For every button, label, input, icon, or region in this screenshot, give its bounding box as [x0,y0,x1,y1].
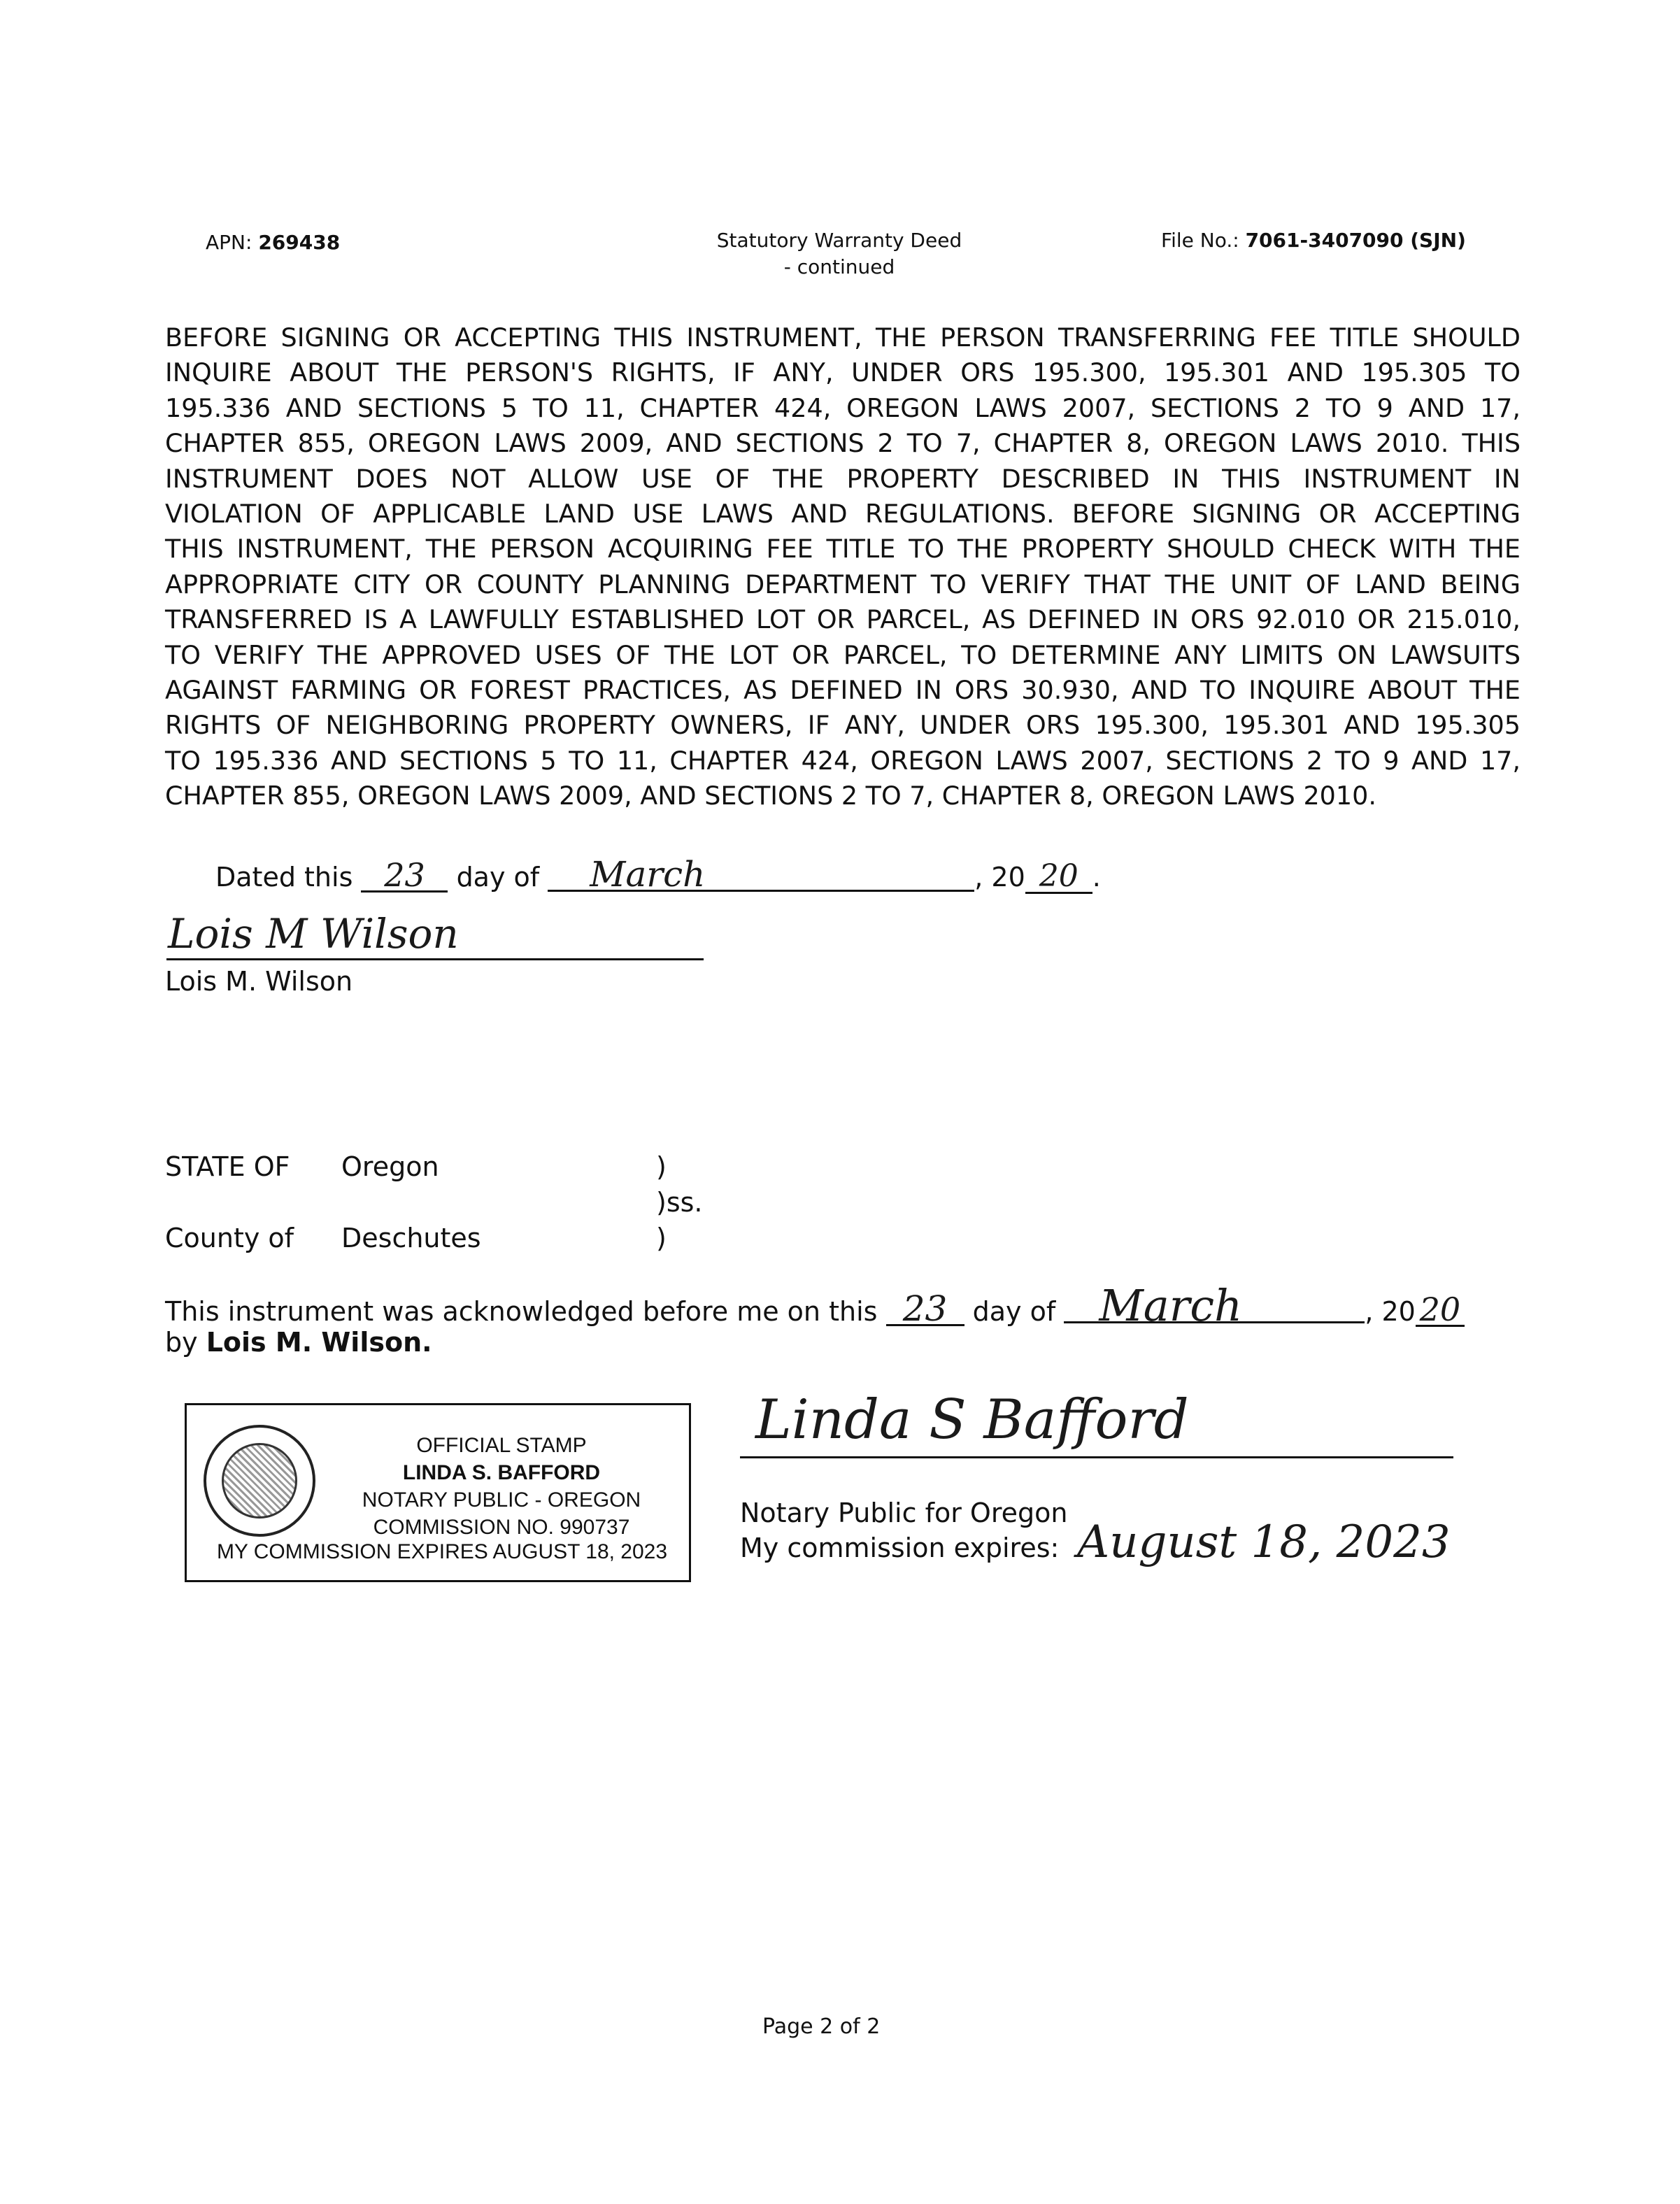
file-number [1161,227,1466,254]
dated-year: 20 [1025,861,1092,894]
venue-paren-bottom: ) [656,1223,667,1253]
stamp-line-4: COMMISSION NO. 990737 [373,1516,630,1539]
ack-year: 20 [1416,1294,1465,1327]
warning-line: 195.336 AND SECTIONS 5 TO 11, CHAPTER 424, OREGON LAWS 2007, SECTIONS 2 TO 9 AND 17, [165,392,1521,423]
page-number: Page 2 of 2 [762,2014,881,2039]
warning-line: APPROPRIATE CITY OR COUNTY PLANNING DEPARTMENT TO VERIFY THAT THE UNIT OF LAND BEING [165,569,1521,599]
warning-line: BEFORE SIGNING OR ACCEPTING THIS INSTRUMENT, THE PERSON TRANSFERRING FEE TITLE SHOULD [165,322,1521,353]
venue-ss: )ss. [656,1187,703,1218]
warning-line: INSTRUMENT DOES NOT ALLOW USE OF THE PROPERTY DESCRIBED IN THIS INSTRUMENT IN [165,463,1521,494]
warning-line: CHAPTER 855, OREGON LAWS 2009, AND SECTIONS 2 TO 7, CHAPTER 8, OREGON LAWS 2010. [165,781,1376,811]
grantor-name: Lois M. Wilson [165,966,353,997]
notary-signature-line [740,1456,1453,1458]
stamp-line-2: LINDA S. BAFFORD [402,1461,601,1484]
notary-title: Notary Public for Oregon [740,1498,1068,1528]
warning-line: INQUIRE ABOUT THE PERSON'S RIGHTS, IF ANY, UNDER ORS 195.300, 195.301 AND 195.305 TO [165,357,1521,388]
apn [206,229,340,256]
ack-by-label: by [165,1327,198,1358]
warning-line: RIGHTS OF NEIGHBORING PROPERTY OWNERS, IF ANY, UNDER ORS 195.300, 195.301 AND 195.305 [165,710,1521,741]
warning-line: TO VERIFY THE APPROVED USES OF THE LOT OR PARCEL, TO DETERMINE ANY LIMITS ON LAWSUITS [165,639,1521,670]
oregon-seal-icon [204,1425,315,1537]
state-value: Oregon [341,1151,439,1182]
warning-line: TRANSFERRED IS A LAWFULLY ESTABLISHED LOT OR PARCEL, AS DEFINED IN ORS 92.010 OR 215.010, [165,604,1521,635]
document-title-text: Statutory Warranty Deed [716,229,962,252]
file-label: File No.: [1161,229,1239,252]
acknowledgment-line [165,1280,1465,1331]
dated-prefix: Dated this [215,862,353,893]
official-stamp [185,1403,691,1582]
warning-line: VIOLATION OF APPLICABLE LAND USE LAWS AND REGULATIONS. BEFORE SIGNING OR ACCEPTING [165,499,1521,529]
statutory-warning [165,320,1521,814]
stamp-line-1: OFFICIAL STAMP [416,1434,587,1457]
warning-line: THIS INSTRUMENT, THE PERSON ACQUIRING FEE TITLE TO THE PROPERTY SHOULD CHECK WITH THE [165,534,1521,564]
dated-year-prefix: , 20 [974,862,1025,893]
commission-expires-label: My commission expires: [740,1533,1060,1563]
dated-day: 23 [361,860,448,893]
seal-center [222,1443,297,1519]
stamp-line-3: NOTARY PUBLIC - OREGON [362,1488,641,1512]
ack-by-line [165,1326,432,1358]
document-subtitle: - continued [783,255,895,278]
ack-by-name: Lois M. Wilson. [206,1327,432,1358]
grantor-signature: Lois M Wilson [168,910,459,958]
dated-day-of: day of [456,862,540,893]
state-label: STATE OF [165,1151,290,1182]
file-value: 7061-3407090 (SJN) [1245,229,1466,252]
notary-signature: Linda S Bafford [755,1388,1189,1451]
ack-day-of: day of [972,1296,1056,1327]
ack-year-prefix: , 20 [1365,1296,1416,1327]
dated-end: . [1092,862,1101,893]
grantor-signature-line [166,958,704,960]
dated-month: March [548,859,974,892]
ack-day: 23 [886,1293,964,1326]
warning-line: TO 195.336 AND SECTIONS 5 TO 11, CHAPTER 424, OREGON LAWS 2007, SECTIONS 2 TO 9 AND 17, [165,745,1521,776]
county-value: Deschutes [341,1223,481,1253]
venue-paren-top: ) [656,1151,667,1182]
county-label: County of [165,1223,294,1253]
document-title [615,227,1063,280]
warning-line: CHAPTER 855, OREGON LAWS 2009, AND SECTIONS 2 TO 7, CHAPTER 8, OREGON LAWS 2010. THIS [165,428,1521,459]
ack-month: March [1064,1291,1365,1323]
stamp-text [313,1432,690,1541]
dated-line [215,854,1101,895]
apn-label: APN: [206,231,252,254]
stamp-line-5: MY COMMISSION EXPIRES AUGUST 18, 2023 [216,1540,668,1563]
commission-expires-value: August 18, 2023 [1077,1516,1451,1568]
ack-prefix: This instrument was acknowledged before me on this [165,1296,878,1327]
warning-line: AGAINST FARMING OR FOREST PRACTICES, AS DEFINED IN ORS 30.930, AND TO INQUIRE ABOUT THE [165,675,1521,706]
apn-value: 269438 [258,231,341,254]
